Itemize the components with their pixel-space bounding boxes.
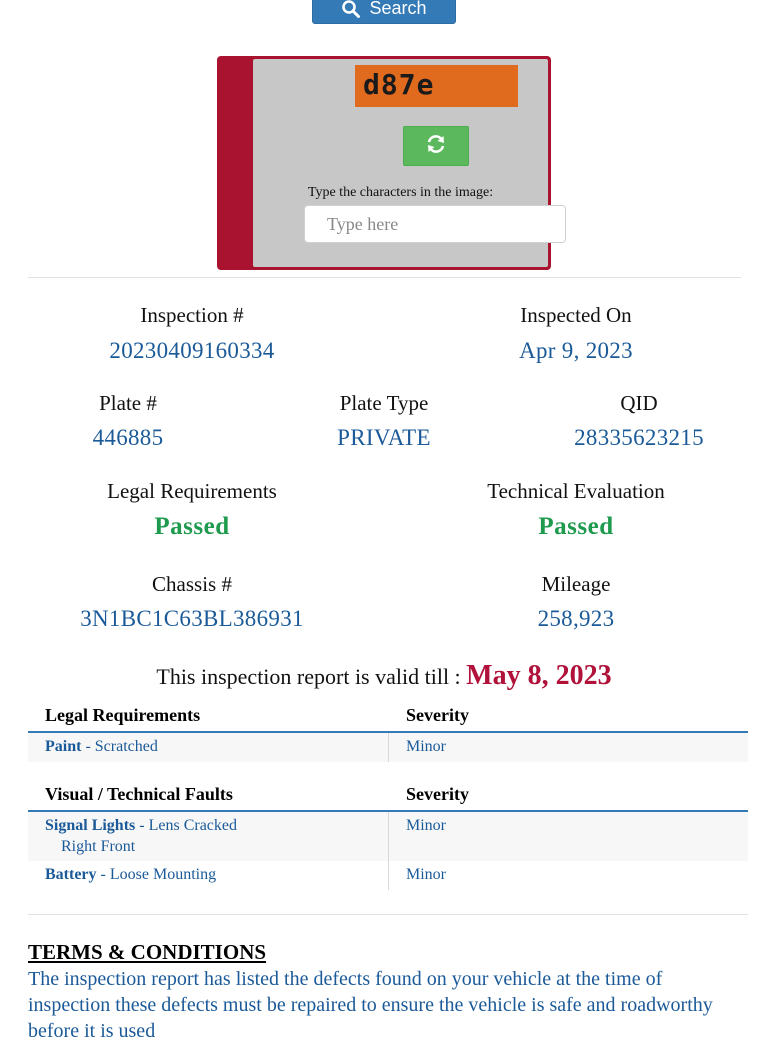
validity-date: May 8, 2023 xyxy=(466,660,612,691)
table-header-severity: Severity xyxy=(406,784,469,804)
table-header-legal: Legal Requirements xyxy=(45,705,201,725)
chassis-value: 3N1BC1C63BL386931 xyxy=(80,606,304,631)
table-header-severity: Severity xyxy=(406,705,469,725)
captcha-input[interactable] xyxy=(304,205,566,243)
search-button-label: Search xyxy=(369,0,427,18)
qid-label: QID xyxy=(620,391,658,415)
table-cell-item xyxy=(45,815,237,857)
table-cell-severity: Minor xyxy=(406,738,446,755)
table-row xyxy=(28,861,748,890)
faults-table xyxy=(28,782,748,892)
chassis-label: Chassis # xyxy=(152,572,232,596)
inspection-number-value: 20230409160334 xyxy=(109,338,275,363)
plate-type-value: PRIVATE xyxy=(337,425,431,450)
captcha-refresh-button[interactable] xyxy=(403,126,469,166)
captcha-body xyxy=(253,59,548,267)
table-cell-item xyxy=(45,736,158,757)
mileage-label: Mileage xyxy=(541,572,611,596)
inspected-on-value: Apr 9, 2023 xyxy=(519,338,633,363)
qid-value: 28335623215 xyxy=(574,425,704,450)
table-row xyxy=(28,812,748,861)
captcha-image: d87e xyxy=(355,65,518,107)
terms-body: The inspection report has listed the defects found on your vehicle at the time of inspection these defects must be repaired to ensure the vehicle is safe and roadworthy before it is used xyxy=(28,968,713,1042)
captcha-instruction: Type the characters in the image: xyxy=(307,185,494,200)
plate-number-value: 446885 xyxy=(92,425,164,450)
item-name: Signal Lights xyxy=(45,817,136,834)
table-cell-severity: Minor xyxy=(406,866,446,883)
column-divider xyxy=(388,733,389,762)
table-cell-severity: Minor xyxy=(406,817,446,834)
search-icon xyxy=(341,0,361,19)
column-divider xyxy=(388,812,389,861)
table-cell-item xyxy=(45,864,216,885)
inspected-on-label: Inspected On xyxy=(520,303,632,327)
item-detail: - Lens Cracked xyxy=(135,817,237,834)
technical-evaluation-status: Passed xyxy=(538,513,614,540)
table-header-faults: Visual / Technical Faults xyxy=(45,784,233,804)
table-row xyxy=(28,733,748,762)
legal-requirements-label: Legal Requirements xyxy=(107,479,277,503)
item-name: Battery xyxy=(45,866,97,883)
captcha-panel xyxy=(217,56,551,270)
refresh-icon xyxy=(425,133,447,160)
mileage-value: 258,923 xyxy=(537,606,615,631)
legal-requirements-table xyxy=(28,703,748,763)
validity-text: This inspection report is valid till : xyxy=(156,664,461,689)
divider xyxy=(28,914,748,915)
search-button[interactable] xyxy=(312,0,456,24)
plate-number-label: Plate # xyxy=(99,391,157,415)
inspection-number-label: Inspection # xyxy=(140,303,244,327)
technical-evaluation-label: Technical Evaluation xyxy=(487,479,665,503)
validity-line xyxy=(0,660,768,692)
divider xyxy=(28,277,741,278)
item-detail: - Scratched xyxy=(81,738,158,755)
terms-title: TERMS & CONDITIONS xyxy=(28,940,267,964)
plate-type-label: Plate Type xyxy=(339,391,429,415)
item-detail-2: Right Front xyxy=(61,838,136,855)
item-name: Paint xyxy=(45,738,82,755)
column-divider xyxy=(388,861,389,890)
legal-requirements-status: Passed xyxy=(154,513,230,540)
item-detail: - Loose Mounting xyxy=(96,866,217,883)
